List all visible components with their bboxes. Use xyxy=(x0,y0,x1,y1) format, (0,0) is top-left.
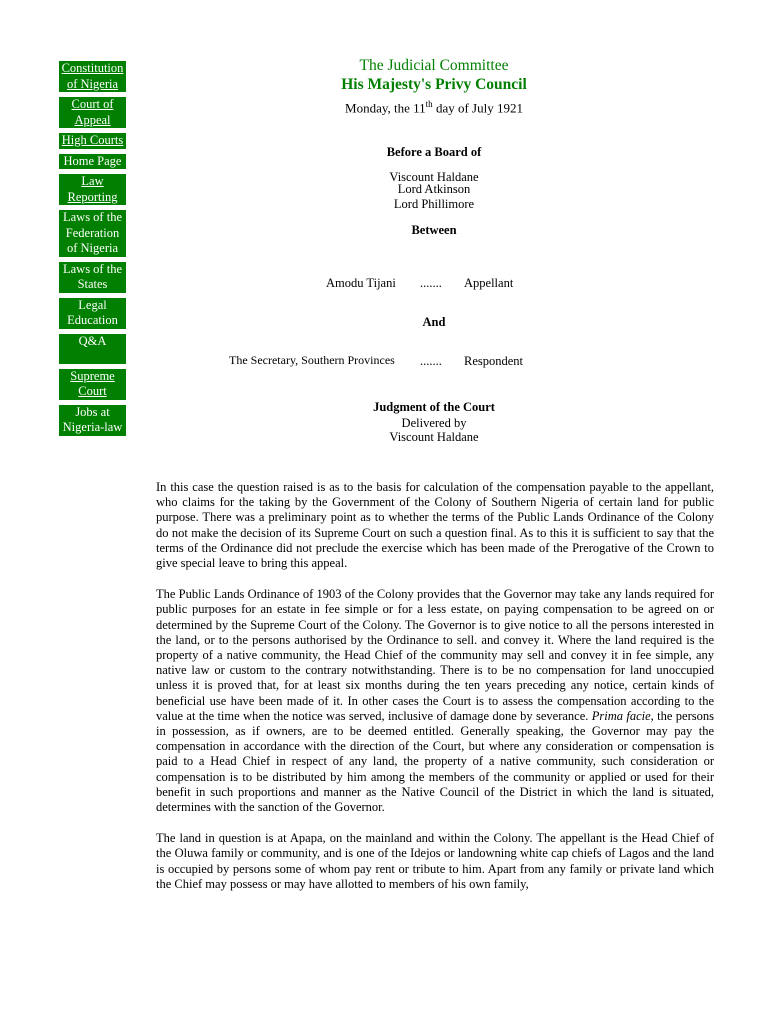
judgment-heading: Judgment of the Court xyxy=(373,400,495,414)
nav-label: Home Page xyxy=(63,153,122,168)
paragraph-1: In this case the question raised is as to the basis for calculation of the compensation payable to the appellant, who claims for the taking by the Government of the Colony of Southern Nigeria of certain land for public purpose. There was a preliminary point as to whether the terms of the Public Lands Ordinance of the Colony do not make the decision of its Supreme Court on such a question final. As to this it is sufficient to say that the terms of the Ordinance did not preclude the exercise which has been made of the Prerogative of the Crown to give special leave to bring this appeal. xyxy=(156,480,714,571)
paragraph-2-part-a: The Public Lands Ordinance of 1903 of the Colony provides that the Governor may take any lands required for public purposes for an estate in fee simple or for a less estate, on paying compensation to be agreed on or determined by the Supreme Court of the Colony. The Governor is to give notice to all the persons interested in the land, or to the persons authorised by the Ordinance to sell. and convey it. Where the land required is the property of a native community, the Head Chief of the community may sell and convey it in fee simple, any native law or custom to the contrary notwithstanding. There is to be no compensation for land unoccupied unless it is proved that, for at least six months during the ten years preceding any notice, certain kinds of beneficial use have been made of it. In other cases the Court is to assess the compensation according to the value at the time when the notice was served, inclusive of damage done by severance. xyxy=(156,587,714,723)
nav-label: Q&A xyxy=(78,333,107,348)
board-member: Lord Atkinson xyxy=(397,182,471,196)
nav-label: Laws of the States xyxy=(62,261,122,291)
appellant-name: Amodu Tijani xyxy=(326,276,396,290)
case-header xyxy=(230,57,638,117)
appellant-role: Appellant xyxy=(464,276,514,290)
nav-label: Supreme Court xyxy=(70,368,115,398)
nav-label: High Courts xyxy=(61,133,124,147)
nav-legal-education[interactable] xyxy=(59,298,126,329)
nav-supreme-court[interactable] xyxy=(59,369,126,400)
court-name: The Judicial Committee xyxy=(359,57,509,74)
nav-law-reporting[interactable] xyxy=(59,174,126,205)
nav-qa[interactable] xyxy=(59,334,126,364)
respondent-role: Respondent xyxy=(464,354,524,368)
nav-court-of-appeal[interactable] xyxy=(59,97,126,128)
delivered-by-name: Viscount Haldane xyxy=(389,430,479,444)
board-member: Lord Phillimore xyxy=(393,197,475,211)
paragraph-2-part-b: , the persons in possession, as if owners, are to be deemed entitled. Generally speaking, the Governor may pay the compensation in accordance with the direction of the Court, but where any consideration or compensation is paid to a Head Chief in respect of any land, the property of a native community, such consideration or compensation is to be distributed by him among the members of the community or applied or used for their benefit in such proportions and manner as the Native Council of the District in which the land is situated, determines with the sanction of the Governor. xyxy=(156,708,714,815)
nav-label: Legal Education xyxy=(67,297,118,327)
nav-home-page[interactable] xyxy=(59,154,126,170)
council-name: His Majesty's Privy Council xyxy=(341,76,527,93)
appellant-dots: ....... xyxy=(420,276,442,290)
delivered-by-label: Delivered by xyxy=(401,416,467,430)
nav-laws-of-the-states[interactable] xyxy=(59,262,126,293)
paragraph-2-italic: Prima facie xyxy=(591,708,651,723)
sidebar-nav xyxy=(59,61,126,441)
judgment-body xyxy=(156,480,714,908)
paragraph-3: The land in question is at Apapa, on the mainland and within the Colony. The appellant is the Head Chief of the Oluwa family or community, and is one of the Idejos or landowning white cap chiefs of Lagos and the land is occupied by persons some of whom pay rent or tribute to him. Apart from any family or private land which the Chief may possess or may have allotted to members of his own family, xyxy=(156,831,714,891)
date-ordinal: th xyxy=(425,99,433,109)
date-suffix: day of July 1921 xyxy=(432,100,523,116)
board-member: Viscount Haldane xyxy=(389,170,479,184)
nav-laws-of-the-federation[interactable] xyxy=(59,210,126,257)
nav-label: Jobs at Nigeria-law xyxy=(62,404,123,434)
and-label: And xyxy=(422,315,446,329)
nav-label: Constitution of Nigeria xyxy=(61,61,124,91)
nav-label: Law Reporting xyxy=(67,174,118,204)
respondent-name: The Secretary, Southern Provinces xyxy=(229,353,395,367)
between-label: Between xyxy=(411,223,457,237)
paragraph-2 xyxy=(156,587,714,815)
board-heading: Before a Board of xyxy=(386,145,482,159)
nav-label: Court of Appeal xyxy=(71,97,114,127)
hearing-date xyxy=(230,95,638,117)
nav-jobs-at-nigeria-law[interactable] xyxy=(59,405,126,436)
date-prefix: Monday, the 11 xyxy=(345,100,426,116)
nav-high-courts[interactable] xyxy=(59,133,126,149)
nav-label: Laws of the Federation of Nigeria xyxy=(62,210,122,255)
respondent-dots: ....... xyxy=(420,354,442,368)
nav-constitution-of-nigeria[interactable] xyxy=(59,61,126,92)
